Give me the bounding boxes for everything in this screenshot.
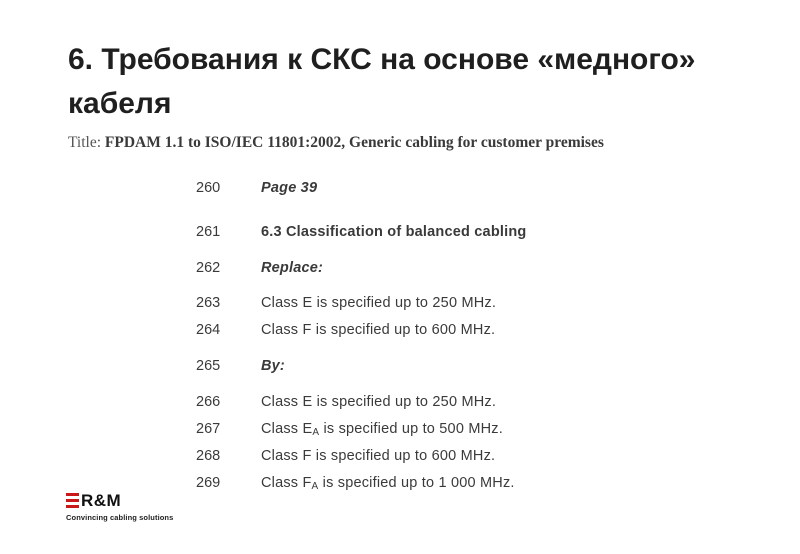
line-number: 268 — [196, 448, 221, 464]
line-text: 6.3 Classification of balanced cabling — [261, 224, 527, 240]
line-text — [261, 473, 515, 497]
company-logo — [66, 492, 173, 522]
line-number: 267 — [196, 421, 221, 437]
slide-title: 6. Требования к СКС на основе «медного» кабеля — [68, 43, 696, 120]
class-name: Class E — [261, 421, 313, 437]
line-text: By: — [261, 358, 285, 374]
line-number: 269 — [196, 475, 221, 491]
class-subscript: A — [311, 481, 319, 492]
logo-tagline: Convincing cabling solutions — [66, 513, 174, 522]
line-number: 264 — [196, 322, 221, 338]
logo-wordmark: R&M — [81, 491, 122, 510]
logo-mark — [66, 492, 173, 509]
class-spec: is specified up to 500 MHz. — [319, 421, 503, 437]
line-text: Class F is specified up to 600 MHz. — [261, 448, 496, 464]
line-number: 260 — [196, 180, 221, 196]
logo-bars-icon — [66, 493, 79, 508]
document-title-value: FPDAM 1.1 to ISO/IEC 11801:2002, Generic cabling for customer premises — [104, 134, 604, 151]
line-text: Page 39 — [261, 180, 318, 196]
line-text: Class F is specified up to 600 MHz. — [261, 322, 496, 338]
class-subscript: A — [312, 427, 320, 438]
document-title-label: Title: — [68, 134, 105, 151]
class-spec: is specified up to 1 000 MHz. — [318, 475, 515, 491]
class-name: Class F — [261, 475, 312, 491]
line-text: Replace: — [261, 260, 324, 276]
line-text: Class E is specified up to 250 MHz. — [261, 295, 497, 311]
line-number: 265 — [196, 358, 221, 374]
line-number: 266 — [196, 394, 221, 410]
line-number: 262 — [196, 260, 221, 276]
line-text — [261, 419, 503, 443]
line-text: Class E is specified up to 250 MHz. — [261, 394, 497, 410]
line-number: 261 — [196, 224, 221, 240]
line-number: 263 — [196, 295, 221, 311]
